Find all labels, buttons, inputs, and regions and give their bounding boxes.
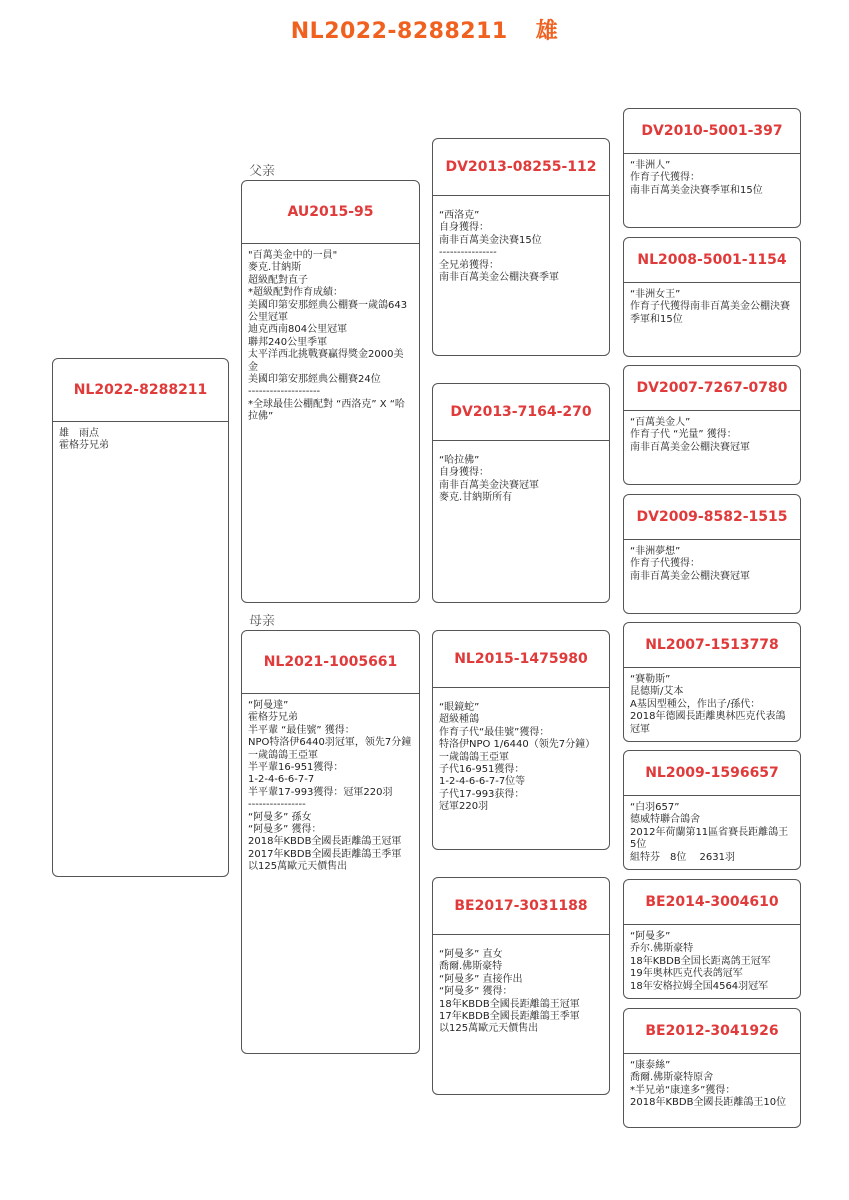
ring-number: BE2014-3004610 (645, 894, 779, 910)
detail-line: 乔尔.佛斯豪特 (630, 943, 694, 955)
title-sex: 雄 (535, 19, 559, 44)
detail-line: 子代17-993获得： (439, 788, 525, 800)
detail-line: 特洛伊NPO 1/6440（领先7分鐘） (439, 739, 596, 751)
detail-line: “阿曼多” 孫女 (248, 811, 312, 823)
detail-line: “阿曼多” 獲得： (248, 824, 322, 836)
card-details (242, 244, 419, 424)
card-dam-dam (432, 877, 610, 1095)
card-sire-dam (432, 383, 610, 603)
card-details (624, 668, 800, 736)
card-details (433, 441, 609, 505)
detail-line: 麥克.甘納斯所有 (439, 492, 513, 504)
ring-number: AU2015-95 (287, 204, 374, 220)
detail-line: 一歲鴿鴿王亞軍 (248, 749, 318, 761)
detail-line: “非洲夢想” (630, 546, 681, 557)
detail-line: 霍格芬兄弟 (59, 440, 109, 452)
card-sire-sire-dam (623, 237, 801, 357)
detail-line: “阿曼達” (248, 700, 289, 711)
ring-number: NL2007-1513778 (645, 637, 779, 653)
detail-line: 南非百萬美金公棚決賽冠軍 (630, 570, 750, 582)
ring-number: BE2017-3031188 (454, 898, 588, 914)
card-subject (52, 358, 229, 877)
detail-line: 2018年德國長距離奧林匹克代表鴿冠軍 (630, 711, 786, 735)
detail-line: "百萬美金中的一員" (248, 250, 338, 261)
detail-line: 1-2-4-6-6-7-7位等 (439, 776, 526, 788)
detail-line: *全球最佳公棚配對 “西洛克” X “哈拉佛” (248, 398, 405, 423)
card-details (624, 540, 800, 583)
detail-line: 半平輩16-951獲得： (248, 762, 344, 774)
detail-line: 18年安格拉姆全国4564羽冠军 (630, 980, 769, 992)
card-details (433, 196, 609, 284)
dam-label: 母亲 (249, 614, 276, 629)
detail-line: 自身獲得： (439, 222, 489, 234)
card-details (624, 925, 800, 993)
detail-line: 南非百萬美金決賽冠軍 (439, 479, 539, 491)
detail-line: 半平輩 “最佳號” 獲得： (248, 724, 355, 736)
detail-line: “非洲女王” (630, 289, 681, 300)
ring-number: BE2012-3041926 (645, 1023, 779, 1039)
detail-line: 南非百萬美金公棚決賽季軍 (439, 272, 559, 284)
detail-line: 超級配對直子 (248, 274, 308, 286)
detail-line: 南非百萬美金決賽15位 (439, 234, 542, 246)
detail-line: 自身獲得： (439, 467, 489, 479)
detail-line: 作育子代獲得南非百萬美金公棚決賽季軍和15位 (630, 301, 790, 325)
detail-line: “阿曼多” 獲得： (439, 986, 513, 998)
card-details (624, 1054, 800, 1110)
card-sire-dam-sire (623, 365, 801, 485)
detail-line: 全兄弟獲得： (439, 259, 499, 271)
detail-line: “賽勒斯” (630, 674, 671, 685)
detail-line: 南非百萬美金公棚決賽冠軍 (630, 441, 750, 453)
detail-line: 德威特聯合鴿舍 (630, 814, 700, 826)
ring-number: NL2022-8288211 (73, 382, 208, 398)
detail-line: 以125萬歐元天價售出 (439, 1023, 539, 1035)
detail-line: 美國印第安那經典公棚賽24位 (248, 374, 381, 386)
detail-line: 2018年KBDB全國長距離鴿王10位 (630, 1097, 787, 1109)
detail-line: “阿曼多” (630, 931, 671, 942)
detail-line: 18年KBDB全國長距離鴿王冠軍 (439, 998, 580, 1010)
detail-line: 一歲鴿鴿王亞軍 (439, 751, 509, 763)
detail-line: 組特芬 8位 2631羽 (630, 851, 735, 863)
detail-line: 聯邦240公里季軍 (248, 336, 328, 348)
card-dam-sire (432, 630, 610, 850)
detail-line: 19年奥林匹克代表鸽冠军 (630, 968, 743, 980)
ring-number: DV2013-7164-270 (450, 404, 592, 420)
ring-number: DV2013-08255-112 (445, 159, 597, 175)
card-details (624, 411, 800, 454)
detail-line: 作育子代獲得： (630, 172, 700, 184)
detail-line: 17年KBDB全國長距離鴿王季軍 (439, 1011, 580, 1023)
detail-line: “哈拉佛” (439, 455, 480, 466)
detail-line: 以125萬歐元天價售出 (248, 861, 348, 873)
card-details (624, 154, 800, 197)
detail-line: 冠軍220羽 (439, 801, 489, 813)
detail-line: *半兄弟“康達多”獲得： (630, 1084, 736, 1096)
detail-line: NPO特洛伊6440羽冠軍，领先7分鐘 (248, 737, 412, 749)
card-details (433, 935, 609, 1036)
detail-line: 美國印第安那經典公棚賽一歲鴿643公里冠軍 (248, 299, 408, 324)
card-details (624, 796, 800, 864)
card-dam-dam-dam (623, 1008, 801, 1128)
ring-number: NL2015-1475980 (454, 651, 588, 667)
detail-line: “眼鏡蛇” (439, 702, 480, 713)
ring-number: DV2009-8582-1515 (636, 509, 788, 525)
page-title (0, 14, 849, 45)
detail-line: 半平輩17-993獲得：冠軍220羽 (248, 786, 393, 798)
card-details (242, 694, 419, 874)
detail-line: 18年KBDB全国长距离鸽王冠军 (630, 955, 771, 967)
card-dam-sire-dam (623, 750, 801, 870)
detail-line: 迪克西南804公里冠軍 (248, 324, 348, 336)
ring-number: NL2008-5001-1154 (637, 252, 787, 268)
detail-line: 太平洋西北挑戰賽贏得獎金2000美金 (248, 349, 404, 373)
card-sire-dam-dam (623, 494, 801, 614)
card-dam-sire-sire (623, 622, 801, 742)
title-ring-number: NL2022-8288211 (290, 19, 508, 44)
detail-line: “阿曼多” 直女 (439, 949, 503, 960)
ring-number: NL2021-1005661 (263, 654, 398, 670)
card-details (433, 688, 609, 814)
detail-line: ---------------- (439, 247, 497, 259)
detail-line: 2018年KBDB全國長距離鴿王冠軍 (248, 836, 402, 848)
ring-number: DV2007-7267-0780 (636, 380, 788, 396)
card-dam (241, 630, 420, 1054)
detail-line: 霍格芬兄弟 (248, 712, 298, 724)
detail-line: “非洲人” (630, 160, 671, 171)
detail-line: 作育子代獲得： (630, 558, 700, 570)
detail-line: “百萬美金人” (630, 417, 691, 428)
detail-line: *超級配對作育成績： (248, 287, 343, 299)
detail-line: 雄 雨点 (59, 428, 99, 439)
detail-line: 超級種鴿 (439, 714, 479, 726)
detail-line: -------------------- (248, 386, 321, 398)
detail-line: “白羽657” (630, 802, 680, 813)
detail-line: 作育子代 “光量” 獲得： (630, 429, 737, 441)
detail-line: 2017年KBDB全國長距離鴿王季軍 (248, 848, 402, 860)
sire-label: 父亲 (249, 164, 276, 179)
detail-line: 麥克.甘納斯 (248, 262, 302, 274)
detail-line: ---------------- (248, 799, 306, 811)
card-sire-sire (432, 138, 610, 356)
detail-line: 南非百萬美金決賽季軍和15位 (630, 184, 763, 196)
card-sire (241, 180, 420, 603)
card-sire-sire-sire (623, 108, 801, 228)
detail-line: 子代16-951獲得： (439, 764, 525, 776)
detail-line: “阿曼多” 直接作出 (439, 973, 523, 985)
ring-number: NL2009-1596657 (645, 765, 779, 781)
card-details (53, 422, 228, 453)
detail-line: 昆德斯/艾本 (630, 686, 684, 698)
detail-line: 1-2-4-6-6-7-7 (248, 774, 315, 786)
detail-line: 作育子代“最佳號”獲得： (439, 726, 550, 738)
card-dam-dam-sire (623, 879, 801, 999)
detail-line: “康泰絲” (630, 1060, 671, 1071)
detail-line: “西洛克” (439, 210, 480, 221)
detail-line: 喬爾.佛斯豪特原舍 (630, 1072, 714, 1084)
ring-number: DV2010-5001-397 (641, 123, 783, 139)
detail-line: 2012年荷蘭第11區省賽長距離鴿王5位 (630, 826, 789, 851)
detail-line: 喬爾.佛斯豪特 (439, 961, 503, 973)
card-details (624, 283, 800, 326)
detail-line: A基因型種公，作出子/孫代： (630, 698, 761, 710)
